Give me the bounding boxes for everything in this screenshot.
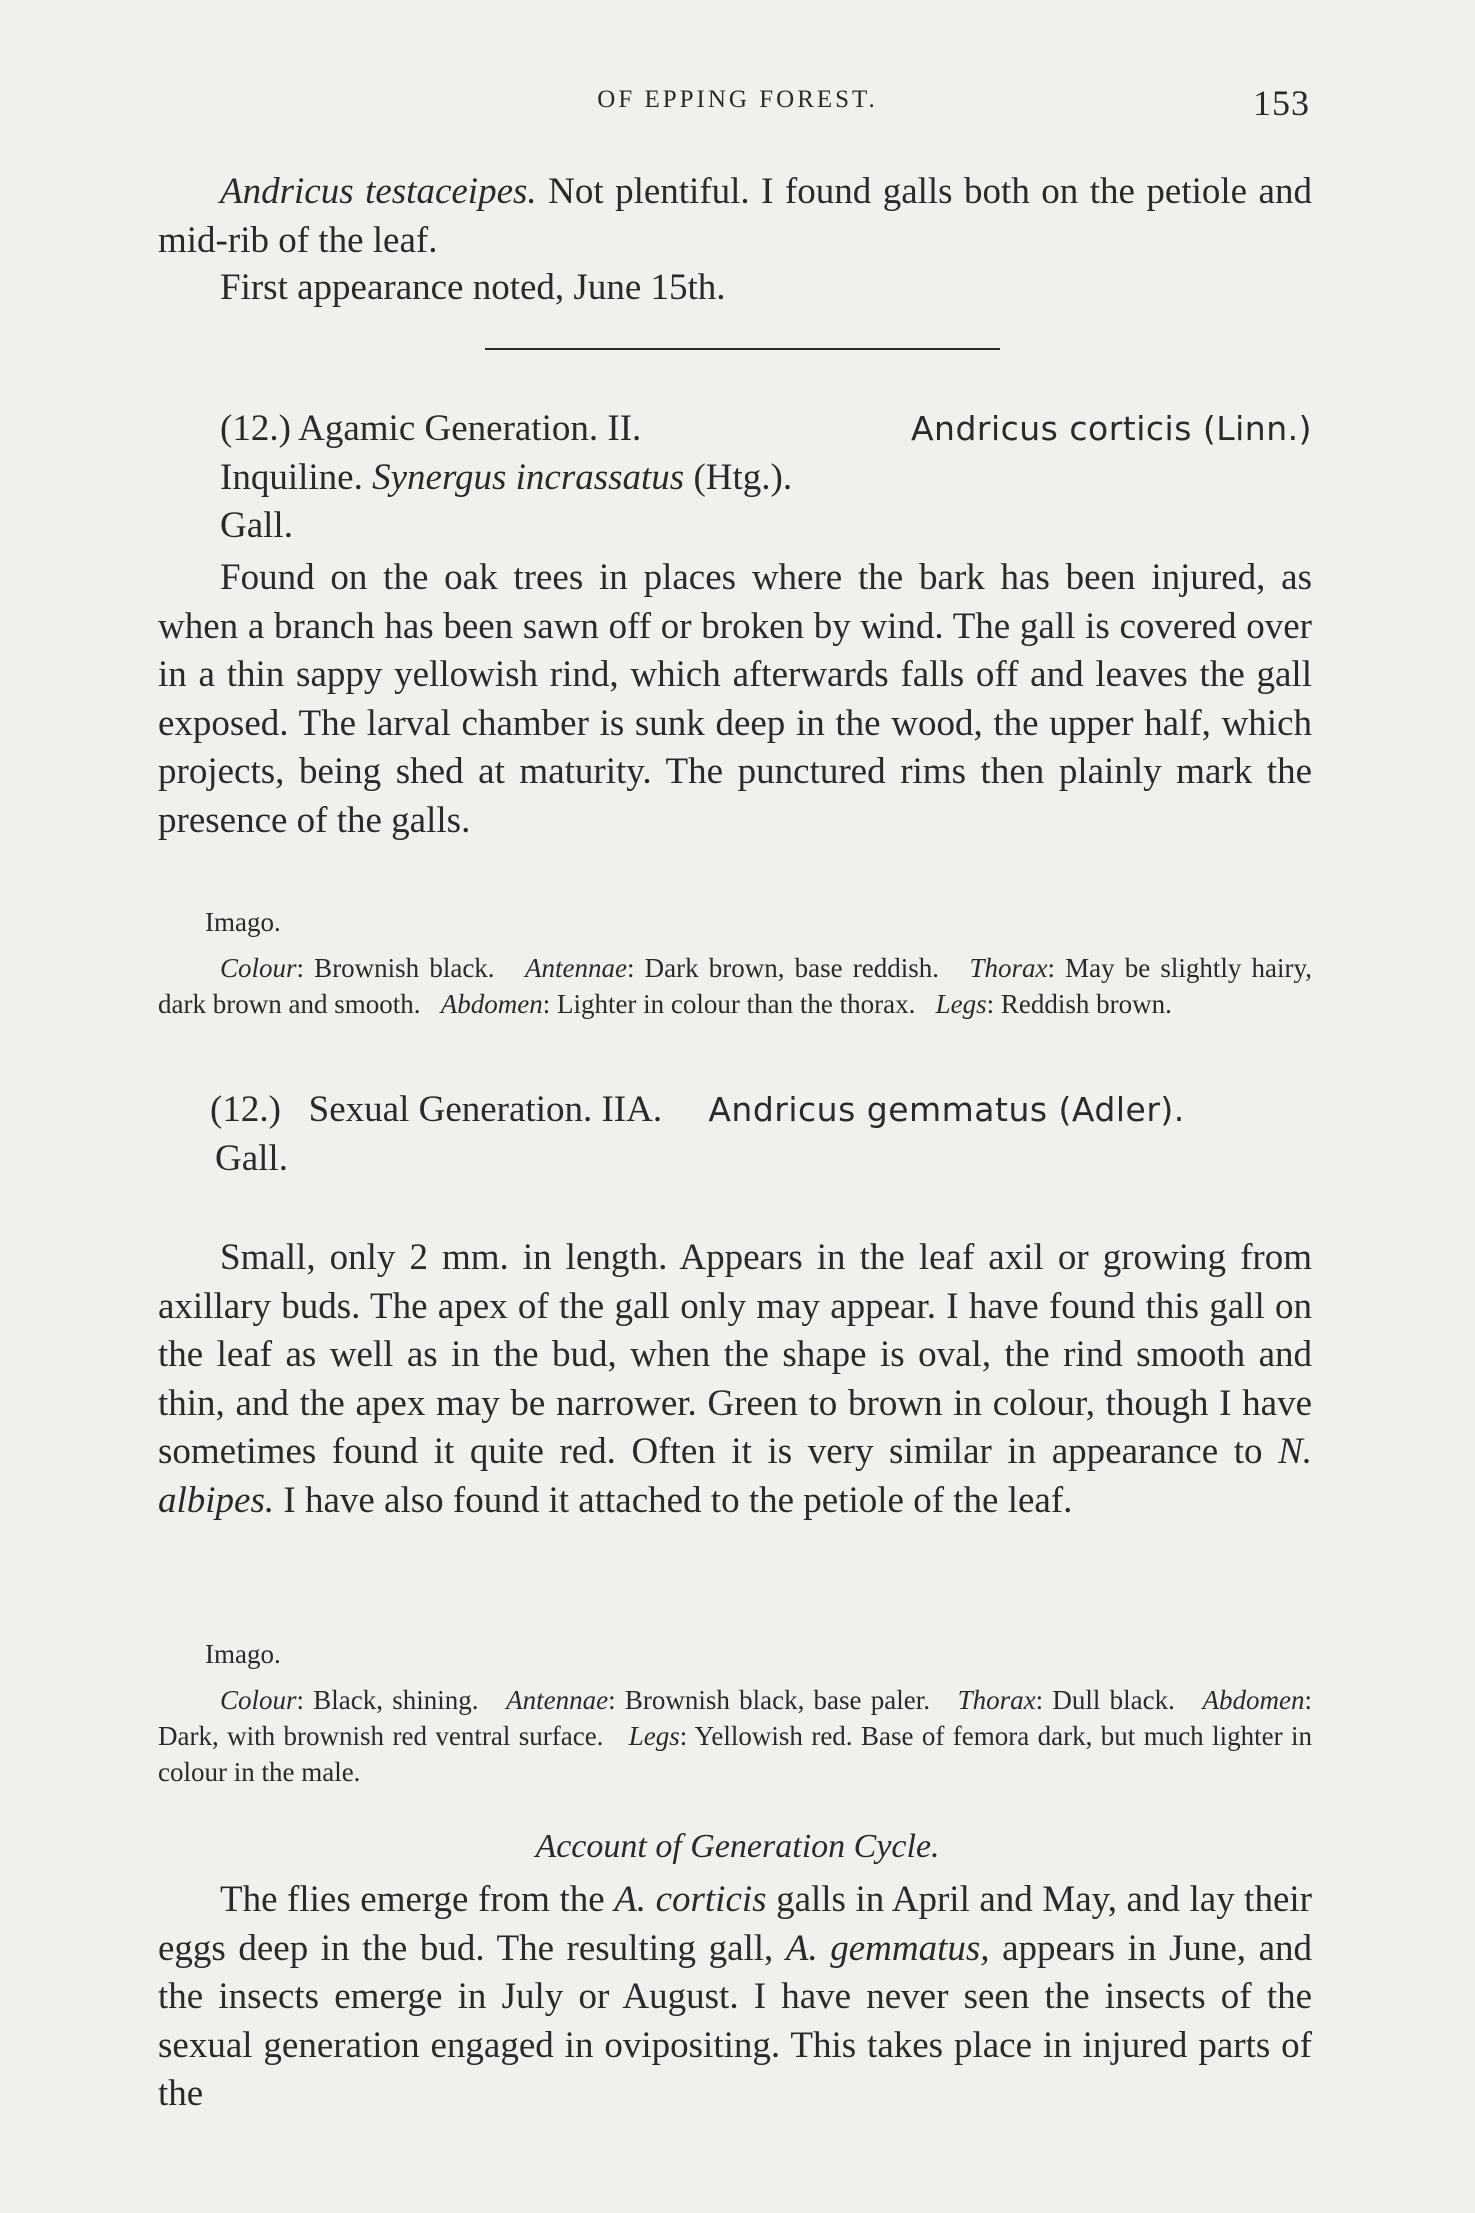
legs-label: Legs <box>628 1721 680 1751</box>
section-heading: Account of Generation Cycle. <box>535 1828 940 1865</box>
abdomen-label: Abdomen <box>1202 1685 1305 1715</box>
inquiline-label: Inquiline. <box>220 456 363 498</box>
testaceipes-paragraph <box>158 168 1312 265</box>
inquiline-author: (Htg.). <box>693 456 793 498</box>
gemmatus-gall-description <box>158 1234 1312 1525</box>
antennae-label: Antennae <box>525 953 627 983</box>
species-name: Andricus testaceipes. <box>220 171 537 212</box>
entry-number: (12.) <box>210 1089 281 1130</box>
species-name: Andricus gemmatus (Adler). <box>708 1090 1185 1129</box>
gall-label: Gall. <box>215 1137 288 1179</box>
imago-label: Imago. <box>205 1639 281 1669</box>
antennae-label: Antennae <box>506 1685 609 1715</box>
legs-text: : Reddish brown. <box>986 989 1172 1019</box>
paragraph-text: I have also found it attached to the petiole of the leaf. <box>274 1479 1073 1521</box>
colour-label: Colour <box>220 953 297 983</box>
legs-label: Legs <box>935 989 987 1019</box>
species-name: A. gemmatus, <box>785 1927 990 1969</box>
antennae-text: : Brownish black, base paler. <box>608 1685 930 1715</box>
corticis-gall-description <box>158 554 1312 845</box>
legs-text: : Yellowish red. Base of femora dark, but much lighter in colour in the male. <box>158 1721 1312 1787</box>
colour-label: Colour <box>220 1685 297 1715</box>
running-title: OF EPPING FOREST. <box>597 86 878 113</box>
paragraph-text: Small, only 2 mm. in length. Appears in the leaf axil or growing from axillary buds. The apex of the gall only may appear. I have found this gall on the leaf as well as in the bud, when the shape is oval, the rind smooth and thin, and the apex may be narrower. Green to brown in colour, though I have sometimes found it quite red. Often it is very similar in appearance to <box>158 1237 1312 1472</box>
paragraph-text: Found on the oak trees in places where the bark has been injured, as when a branch has been sawn off or broken by wind. The gall is covered over in a thin sappy yellowish rind, which afterwards falls off and leaves the gall exposed. The larval chamber is sunk deep in the wood, the upper half, which projects, being shed at maturity. The punctured rims then plainly mark the presence of the galls. <box>158 557 1312 841</box>
gall-label: Gall. <box>220 505 293 546</box>
colour-text: : Brownish black. <box>296 953 495 983</box>
paragraph-text: Not plentiful. I found galls both on the petiole and mid-rib of the leaf. <box>158 171 1312 261</box>
paragraph-text: appears in June, and the insects emerge in July or August. I have never seen the insects of the sexual generation engaged in ovipositing. This takes place in injured parts of the <box>158 1927 1312 2114</box>
imago-label: Imago. <box>205 907 281 937</box>
thorax-text: : Dull black. <box>1035 1685 1175 1715</box>
paragraph-text: The flies emerge from the <box>220 1879 605 1920</box>
paragraph-text: First appearance noted, June 15th. <box>220 267 726 308</box>
paragraph-text: galls in April and May, and lay their eggs deep in the bud. The resulting gall, <box>158 1879 1312 1969</box>
generation-label: Agamic Generation. II. <box>298 408 642 449</box>
inquiline-species: Synergus incrassatus <box>372 456 685 498</box>
entry-number: (12.) <box>220 408 291 449</box>
thorax-text: : May be slightly hairy, dark brown and smooth. <box>158 953 1313 1019</box>
abdomen-text: : Dark, with brownish red ventral surface. <box>158 1685 1313 1751</box>
abdomen-label: Abdomen <box>440 989 543 1019</box>
gemmatus-heading <box>158 1086 1312 1183</box>
corticis-imago-description <box>158 950 1312 1022</box>
species-name: N. albipes. <box>158 1431 1313 1521</box>
colour-text: : Black, shining. <box>296 1685 479 1715</box>
corticis-heading <box>220 405 1312 551</box>
generation-label: Sexual Generation. IIA. <box>308 1089 663 1130</box>
page-number: 153 <box>1253 83 1310 123</box>
abdomen-text: : Lighter in colour than the thorax. <box>542 989 916 1019</box>
generation-cycle-paragraph <box>158 1876 1312 2119</box>
antennae-text: : Dark brown, base reddish. <box>626 953 939 983</box>
thorax-label: Thorax <box>969 953 1048 983</box>
first-appearance-note <box>158 264 1312 313</box>
species-name: A. corticis <box>614 1879 767 1920</box>
thorax-label: Thorax <box>957 1685 1036 1715</box>
species-name: Andricus corticis (Linn.) <box>910 409 1312 448</box>
gemmatus-imago-description <box>158 1682 1312 1790</box>
section-divider <box>485 348 1000 350</box>
